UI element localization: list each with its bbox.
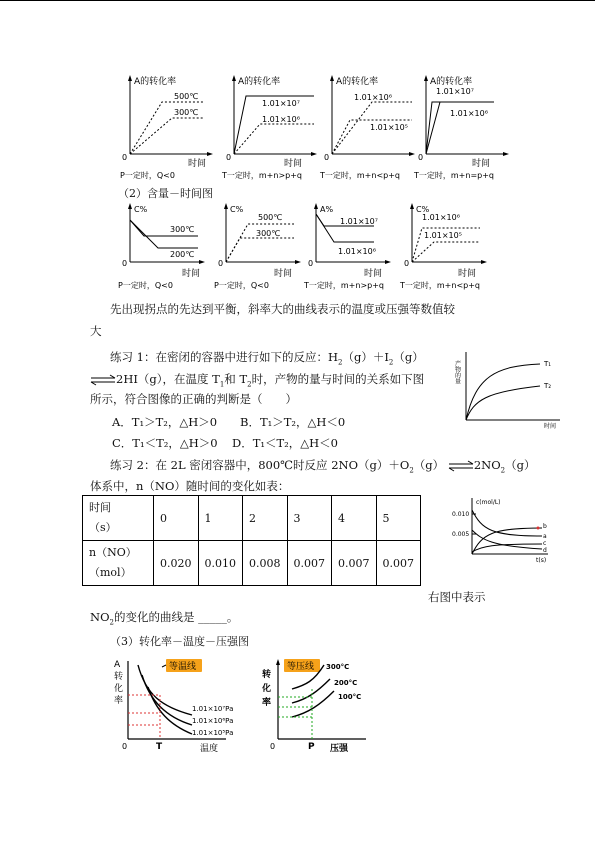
graph-content-time-4 xyxy=(400,200,500,290)
table-header-cell: 时间 （s） xyxy=(83,496,154,541)
curve-label: 1.01×10⁶ xyxy=(450,109,488,118)
table-cell: 0 xyxy=(154,496,199,541)
x-axis-label: 温度 xyxy=(200,744,219,754)
curve-label: 300℃ xyxy=(174,108,199,117)
option-a: A．T₁＞T₂，△H＞0 xyxy=(112,415,218,429)
x-mark-label: T xyxy=(156,742,163,752)
graph-conversion-time-4 xyxy=(414,72,514,180)
curve-label: 500℃ xyxy=(174,92,199,101)
caption: P一定时，Q<0 xyxy=(120,171,175,180)
graph-exercise-1 xyxy=(453,348,568,430)
x-mark-label: P xyxy=(308,742,315,752)
exercise-2-line-1: 练习 2：在 2L 密闭容器中，800℃时反应 $2NO(g)+O_2(g)$ $2NO_2(g)$ xyxy=(110,458,536,475)
curve-label: 1.01×10⁵ xyxy=(424,231,462,240)
x-axis-label: 时间 xyxy=(188,159,207,169)
exercise-1-line-3: 所示，符合图像的正确的判断是（ ） xyxy=(90,392,297,406)
y-axis-label: 化 xyxy=(114,684,124,694)
x-axis-label: 时间 xyxy=(364,269,383,279)
curve-label: 1.01×10⁵Pa xyxy=(192,729,234,737)
origin-label: 0 xyxy=(404,259,410,268)
y-axis-label: C% xyxy=(230,205,244,214)
exercise-2-question: $NO_2$的变化的曲线是 _____。 xyxy=(90,610,239,627)
table-cell: 0.008 xyxy=(243,541,288,586)
x-axis-label: 时间 xyxy=(182,269,201,279)
x-axis-label: t(s) xyxy=(536,557,547,564)
curve-label: 1.01×10⁷ xyxy=(262,99,300,108)
equilibrium-arrow-icon xyxy=(90,375,116,385)
x-axis-label: 时间 xyxy=(544,423,557,430)
graph-conversion-time-2 xyxy=(222,72,322,180)
origin-label: 0 xyxy=(218,259,224,268)
origin-label: 0 xyxy=(308,259,314,268)
option-d: D．T₁＜T₂，△H＜0 xyxy=(232,436,338,450)
y-axis-label: 化 xyxy=(262,684,272,694)
option-c: C．T₁＜T₂，△H＞0 xyxy=(112,436,218,450)
curve-label: c xyxy=(543,540,547,547)
table-cell: 1 xyxy=(198,496,243,541)
graph-exercise-2 xyxy=(452,494,552,566)
graph-content-time-2 xyxy=(214,200,314,290)
isobar-tag: 等压线 xyxy=(287,662,315,672)
curve-label: 1.01×10⁶ xyxy=(422,213,460,222)
curve-label: 300℃ xyxy=(170,225,195,234)
x-axis-label: 时间 xyxy=(284,159,303,169)
paragraph-rule-end: 大 xyxy=(90,324,102,338)
origin-label: 0 xyxy=(122,742,128,751)
y-axis-label: A的转化率 xyxy=(430,77,473,87)
y-axis-label: A的转化率 xyxy=(134,77,177,87)
y-axis-label: A xyxy=(114,660,121,670)
origin-label: 0 xyxy=(418,153,424,162)
x-axis-label: 时间 xyxy=(274,269,293,279)
table-cell: 0.007 xyxy=(376,541,421,586)
y-axis-label: 率 xyxy=(262,698,272,708)
exercise-1-line-2: 2HI（g），在温度 $T_1$和 $T_2$时，产物的量与时间的关系如下图 xyxy=(90,370,424,394)
curve-label: 300℃ xyxy=(256,229,281,238)
section-title-conversion-temp-pressure: （3）转化率－温度－压强图 xyxy=(110,635,249,648)
table-cell: 0.010 xyxy=(198,541,243,586)
tick-label: 0.010 xyxy=(452,511,470,518)
origin-label: 0 xyxy=(226,153,232,162)
origin-label: 0 xyxy=(324,153,330,162)
curve-label: b xyxy=(543,523,547,530)
y-axis-label: 产物的量 xyxy=(453,360,461,384)
curve-label: 1.01×10⁶ xyxy=(338,247,376,256)
graph-conversion-time-1 xyxy=(118,72,218,180)
origin-label: 0 xyxy=(122,259,128,268)
table-cell: 5 xyxy=(376,496,421,541)
curve-label: 1.01×10⁶ xyxy=(262,115,300,124)
x-axis-label: 压强 xyxy=(330,744,349,754)
y-axis-label: A的转化率 xyxy=(336,77,379,87)
curve-label: 1.01×10⁶Pa xyxy=(192,717,234,725)
table-cell: 4 xyxy=(332,496,377,541)
table-cell: 0.007 xyxy=(287,541,332,586)
no-amount-table xyxy=(82,495,421,586)
y-axis-label: C% xyxy=(134,205,148,214)
paragraph-rule: 先出现拐点的先达到平衡，斜率大的曲线表示的温度或压强等数值较 xyxy=(110,302,455,316)
curve-label: 500℃ xyxy=(258,213,283,222)
caption: T一定时，m+n>p+q xyxy=(222,171,303,180)
curve-label: 200℃ xyxy=(170,250,195,259)
curve-label: 1.01×10⁵ xyxy=(370,123,408,132)
caption: P一定时，Q<0 xyxy=(214,281,269,290)
caption: P一定时，Q<0 xyxy=(118,281,173,290)
graph-conversion-time-3 xyxy=(320,72,420,180)
curve-label: 200°C xyxy=(334,679,358,687)
table-row xyxy=(83,496,421,541)
curve-label: 1.01×10⁷ xyxy=(436,87,474,96)
table-cell: 0.020 xyxy=(154,541,199,586)
table-cell: 0.007 xyxy=(332,541,377,586)
table-cell: 3 xyxy=(287,496,332,541)
y-axis-label: 率 xyxy=(114,696,124,706)
origin-label: 0 xyxy=(270,742,276,751)
y-axis-label: A% xyxy=(320,205,334,214)
curve-label: 1.01×10⁷ xyxy=(340,217,378,226)
isotherm-tag: 等温线 xyxy=(169,662,197,672)
y-axis-label: C% xyxy=(416,205,430,214)
caption: T一定时，m+n<p+q xyxy=(320,171,401,180)
table-row xyxy=(83,541,421,586)
y-axis-label: c(mol/L) xyxy=(476,499,501,506)
exercise-2-line-2: 体系中，n（NO）随时间的变化如表： xyxy=(90,479,290,493)
table-cell: 2 xyxy=(243,496,288,541)
y-axis-label: A的转化率 xyxy=(238,77,281,87)
option-b: B．T₁＞T₂，△H＜0 xyxy=(240,415,346,429)
caption: T一定时，m+n>p+q xyxy=(304,281,385,290)
curve-label: a xyxy=(543,533,547,540)
table-header-cell: n（NO） （mol） xyxy=(83,541,154,586)
page-top-border xyxy=(0,0,595,1)
graph-isobar xyxy=(256,655,376,755)
curve-label: d xyxy=(543,547,547,554)
graph-content-time-3 xyxy=(304,200,404,290)
curve-label: 100°C xyxy=(338,693,362,701)
curve-label: 1.01×10⁶ xyxy=(354,93,392,102)
curve-label: 1.01×10⁷Pa xyxy=(192,705,234,713)
caption: T一定时，m+n=p+q xyxy=(414,171,495,180)
graph-content-time-1 xyxy=(118,200,218,290)
series-label-t2: T₂ xyxy=(544,382,552,390)
section-title-content-time: （2）含量－时间图 xyxy=(118,187,213,200)
exercise-2-right-text: 右图中表示 xyxy=(428,590,486,604)
x-axis-label: 时间 xyxy=(472,159,491,169)
y-axis-label: 转 xyxy=(114,672,124,682)
series-label-t1: T₁ xyxy=(544,360,552,368)
y-axis-label: 转 xyxy=(262,670,272,680)
x-axis-label: 时间 xyxy=(458,269,477,279)
curve-label: 300°C xyxy=(326,663,350,671)
caption: T一定时，m+n<p+q xyxy=(400,281,481,290)
origin-label: 0 xyxy=(122,153,128,162)
tick-label: 0.005 xyxy=(452,531,470,538)
exercise-1-line-1: 练习 1：在密闭的容器中进行如下的反应：$H_2(g)+I_2(g)$ xyxy=(110,350,424,367)
graph-isotherm xyxy=(108,655,238,755)
equilibrium-arrow-icon xyxy=(448,461,474,471)
